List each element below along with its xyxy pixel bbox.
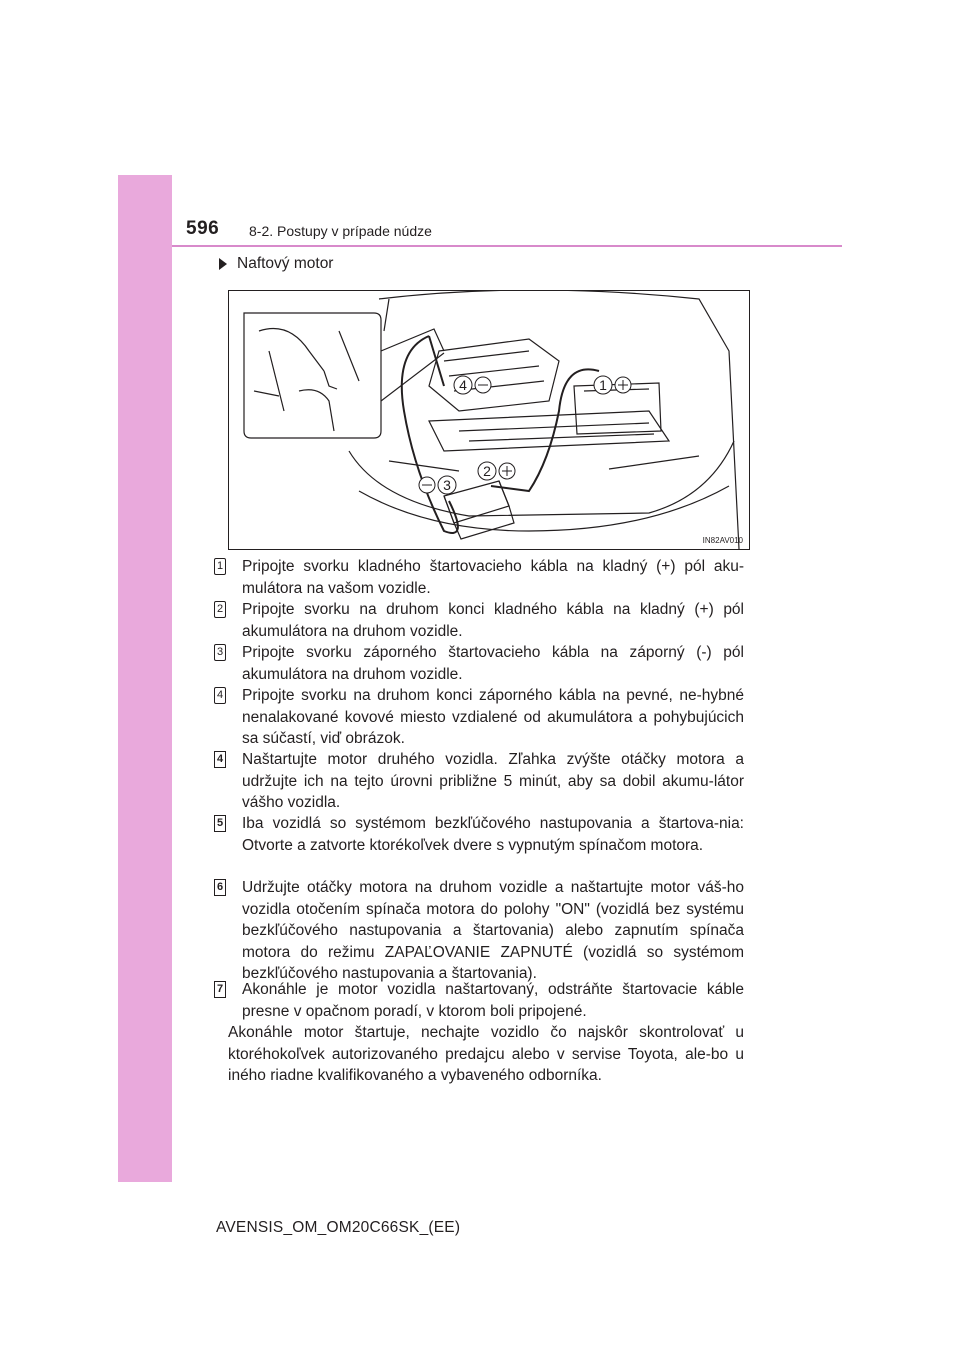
callout-4: 4 (459, 377, 467, 393)
step-text: Iba vozidlá so systémom bezkľúčového nastupovania a štartova-nia: Otvorte a zatvorte ktorékoľvek dvere s vypnutým spínačom motora. (242, 815, 744, 854)
subheading-text: Naftový motor (237, 255, 334, 272)
step-text: Udržujte otáčky motora na druhom vozidle a naštartujte motor váš-ho vozidla otočením spínača motora do polohy "ON" (vozidlá bez systému bezkľúčového nastupovania a štartovania) alebo zapnutím spínača motora do režimu ZAPAĽOVANIE ZAPNUTÉ (vozidlá so systémom bezkľúčového nastupovania a štartovania). (242, 879, 744, 982)
negative-cable (402, 336, 458, 533)
step-6 (214, 877, 744, 985)
substep-marker: 4 (214, 687, 226, 704)
subheading (219, 255, 333, 273)
front-bumper (349, 441, 734, 516)
substep-text: Pripojte svorku na druhom konci záporného kábla na pevné, ne-hybné nenalakované kovové miesto vzdialené od akumulátora a pohybujúcich sa súčastí, viď obrázok. (242, 687, 744, 747)
engine-bay-illustration (228, 290, 750, 550)
jump-start-diagram (229, 291, 749, 549)
step-4 (214, 749, 744, 814)
substep-1 (214, 556, 744, 599)
callout-1: 1 (599, 377, 607, 393)
triangle-bullet-icon (219, 258, 227, 270)
substep-2 (214, 599, 744, 642)
page-number: 596 (186, 218, 220, 239)
step-7 (214, 979, 744, 1022)
substep-marker: 2 (214, 601, 226, 618)
substep-marker: 1 (214, 558, 226, 575)
inset-box (244, 313, 381, 438)
footer-code: AVENSIS_OM_OM20C66SK_(EE) (216, 1219, 461, 1236)
section-title: 8-2. Postupy v prípade núdze (249, 223, 432, 239)
substep-3 (214, 642, 744, 685)
substep-text: Pripojte svorku na druhom konci kladného kábla na kladný (+) pól akumulátora na druhom vozidle. (242, 601, 744, 640)
step-marker: 4 (214, 751, 226, 768)
substep-marker: 3 (214, 644, 226, 661)
step-text: Akonáhle je motor vozidla naštartovaný, odstráňte štartovacie káble presne v opačnom poradí, v ktorom boli pripojené. (242, 981, 744, 1020)
callout-group (419, 376, 631, 494)
substep-text: Pripojte svorku záporného štartovacieho kábla na záporný (-) pól akumulátora na druhom vozidle. (242, 644, 744, 683)
step-marker: 5 (214, 815, 226, 832)
callout-2: 2 (483, 463, 491, 479)
note-paragraph: Akonáhle motor štartuje, nechajte vozidlo čo najskôr skontrolovať u ktoréhokoľvek autorizovaného predajcu alebo v servise Toyota, ale-bo u iného riadne kvalifikovaného a vybaveného odborníka. (228, 1024, 744, 1084)
step-text: Naštartujte motor druhého vozidla. Zľahka zvýšte otáčky motora a udržujte ich na tejto úrovni približne 5 minút, aby sa dobil akumu-látor vášho vozidla. (242, 751, 744, 811)
side-tab-band (118, 175, 172, 1182)
step-5 (214, 813, 744, 856)
step-marker: 6 (214, 879, 226, 896)
substep-4 (214, 685, 744, 750)
header-rule (172, 245, 842, 247)
callout-3: 3 (443, 477, 451, 493)
engine-cover (429, 339, 559, 411)
step-marker: 7 (214, 981, 226, 998)
figure-code: IN82AV010 (702, 536, 743, 545)
substep-text: Pripojte svorku kladného štartovacieho kábla na kladný (+) pól aku-mulátora na vašom vozidle. (242, 558, 744, 597)
